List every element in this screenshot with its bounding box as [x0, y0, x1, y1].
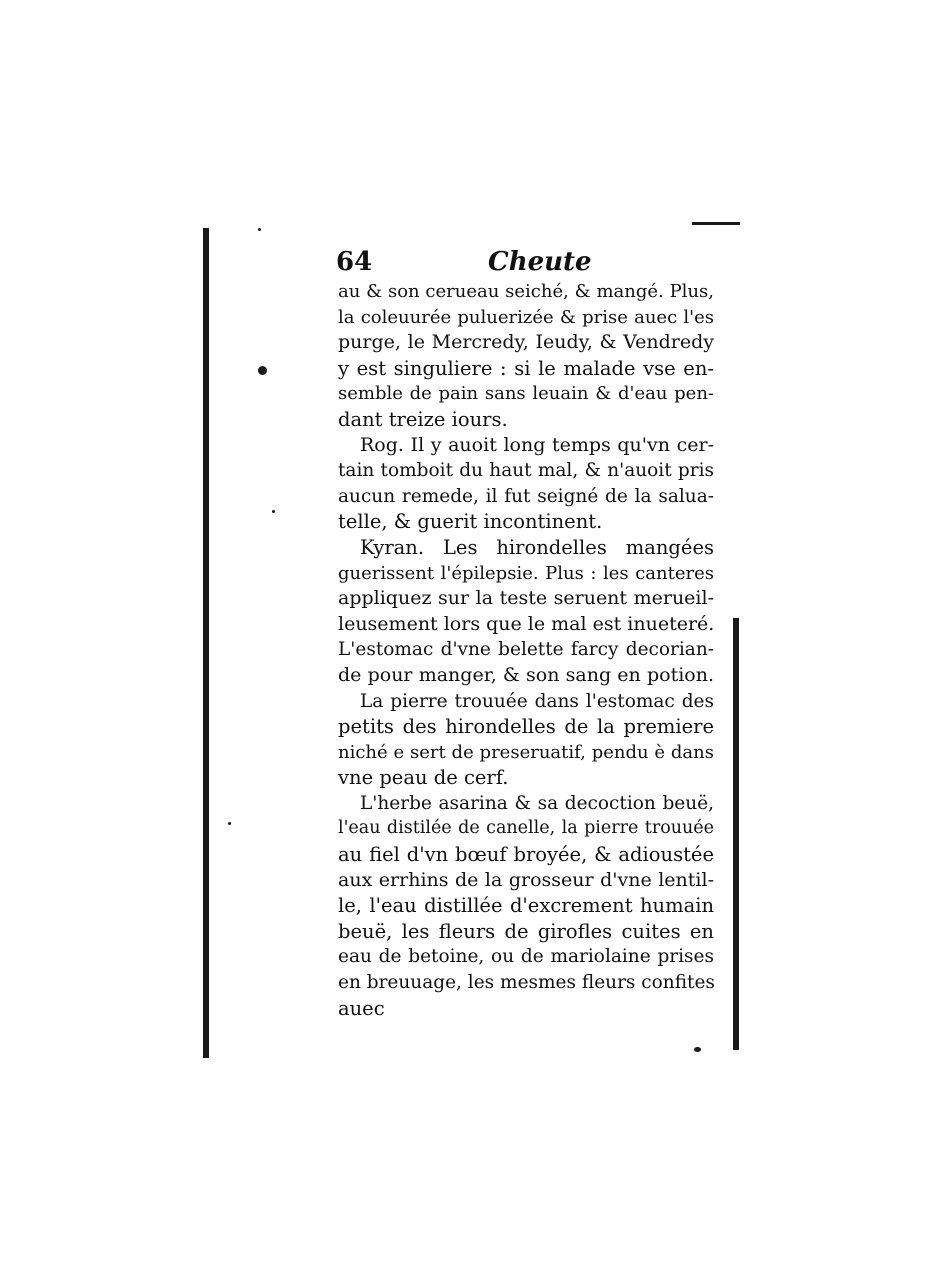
catchword: auec: [338, 996, 385, 1020]
text-line: en breuuage, les mesmes fleurs confites: [338, 972, 715, 994]
text-line: leusement lors que le mal est inueteré.: [338, 612, 715, 635]
text-line: aux errhins de la grosseur d'vne lentil-: [338, 868, 714, 891]
text-line: telle, & guerit incontinent.: [338, 510, 603, 534]
running-head: Cheute: [488, 247, 592, 277]
text-line: l'eau distilée de canelle, la pierre trouuée: [338, 818, 714, 839]
text-line: L'estomac d'vne belette farcy decorian-: [338, 639, 714, 661]
text-line: La pierre trouuée dans l'estomac des: [360, 690, 714, 712]
text-line: niché e sert de preseruatif, pendu è dans: [338, 741, 714, 763]
ink-speck: [272, 510, 275, 513]
ink-blot: [258, 366, 267, 375]
page-edge-top: [692, 222, 740, 225]
ink-speck: [228, 822, 231, 825]
text-line: semble de pain sans leuain & d'eau pen-: [338, 383, 714, 405]
body-text: [338, 279, 714, 1021]
text-line: le, l'eau distillée d'excrement humain: [338, 894, 714, 918]
text-line: au & son cerueau seiché, & mangé. Plus,: [338, 281, 714, 302]
ink-speck: [694, 1047, 701, 1052]
text-line: au fiel d'vn bœuf broyée, & adioustée: [338, 843, 714, 867]
text-line: dant treize iours.: [338, 407, 508, 431]
text-line: guerissent l'épilepsie. Plus : les canteres: [338, 562, 714, 584]
text-line: petits des hirondelles de la premiere: [338, 715, 714, 739]
text-line: eau de betoine, ou de mariolaine prises: [338, 946, 714, 968]
text-line: la coleuurée puluerizée & prise auec l'es: [338, 306, 714, 328]
text-line: L'herbe asarina & sa decoction beuë,: [360, 792, 714, 814]
text-line: beuë, les fleurs de girofles cuites en: [338, 919, 714, 943]
text-line: purge, le Mercredy, Ieudy, & Vendredy: [338, 331, 714, 354]
text-line: aucun remede, il fut seigné de la salua-: [338, 485, 714, 507]
page-edge-right: [733, 618, 739, 1050]
text-line: Kyran. Les hirondelles mangées: [360, 535, 714, 559]
text-line: de pour manger, & son sang en potion.: [338, 663, 714, 686]
text-line: y est singuliere : si le malade vse en-: [338, 356, 714, 380]
ink-speck: [258, 228, 261, 231]
text-line: appliquez sur la teste seruent merueil-: [338, 587, 714, 610]
page-edge-left: [203, 228, 209, 1058]
text-line: vne peau de cerf.: [338, 766, 509, 790]
page-number: 64: [336, 247, 373, 277]
page-header: [336, 246, 716, 278]
text-line: Rog. Il y auoit long temps qu'vn cer-: [360, 433, 714, 456]
text-line: tain tomboit du haut mal, & n'auoit pris: [338, 460, 714, 482]
